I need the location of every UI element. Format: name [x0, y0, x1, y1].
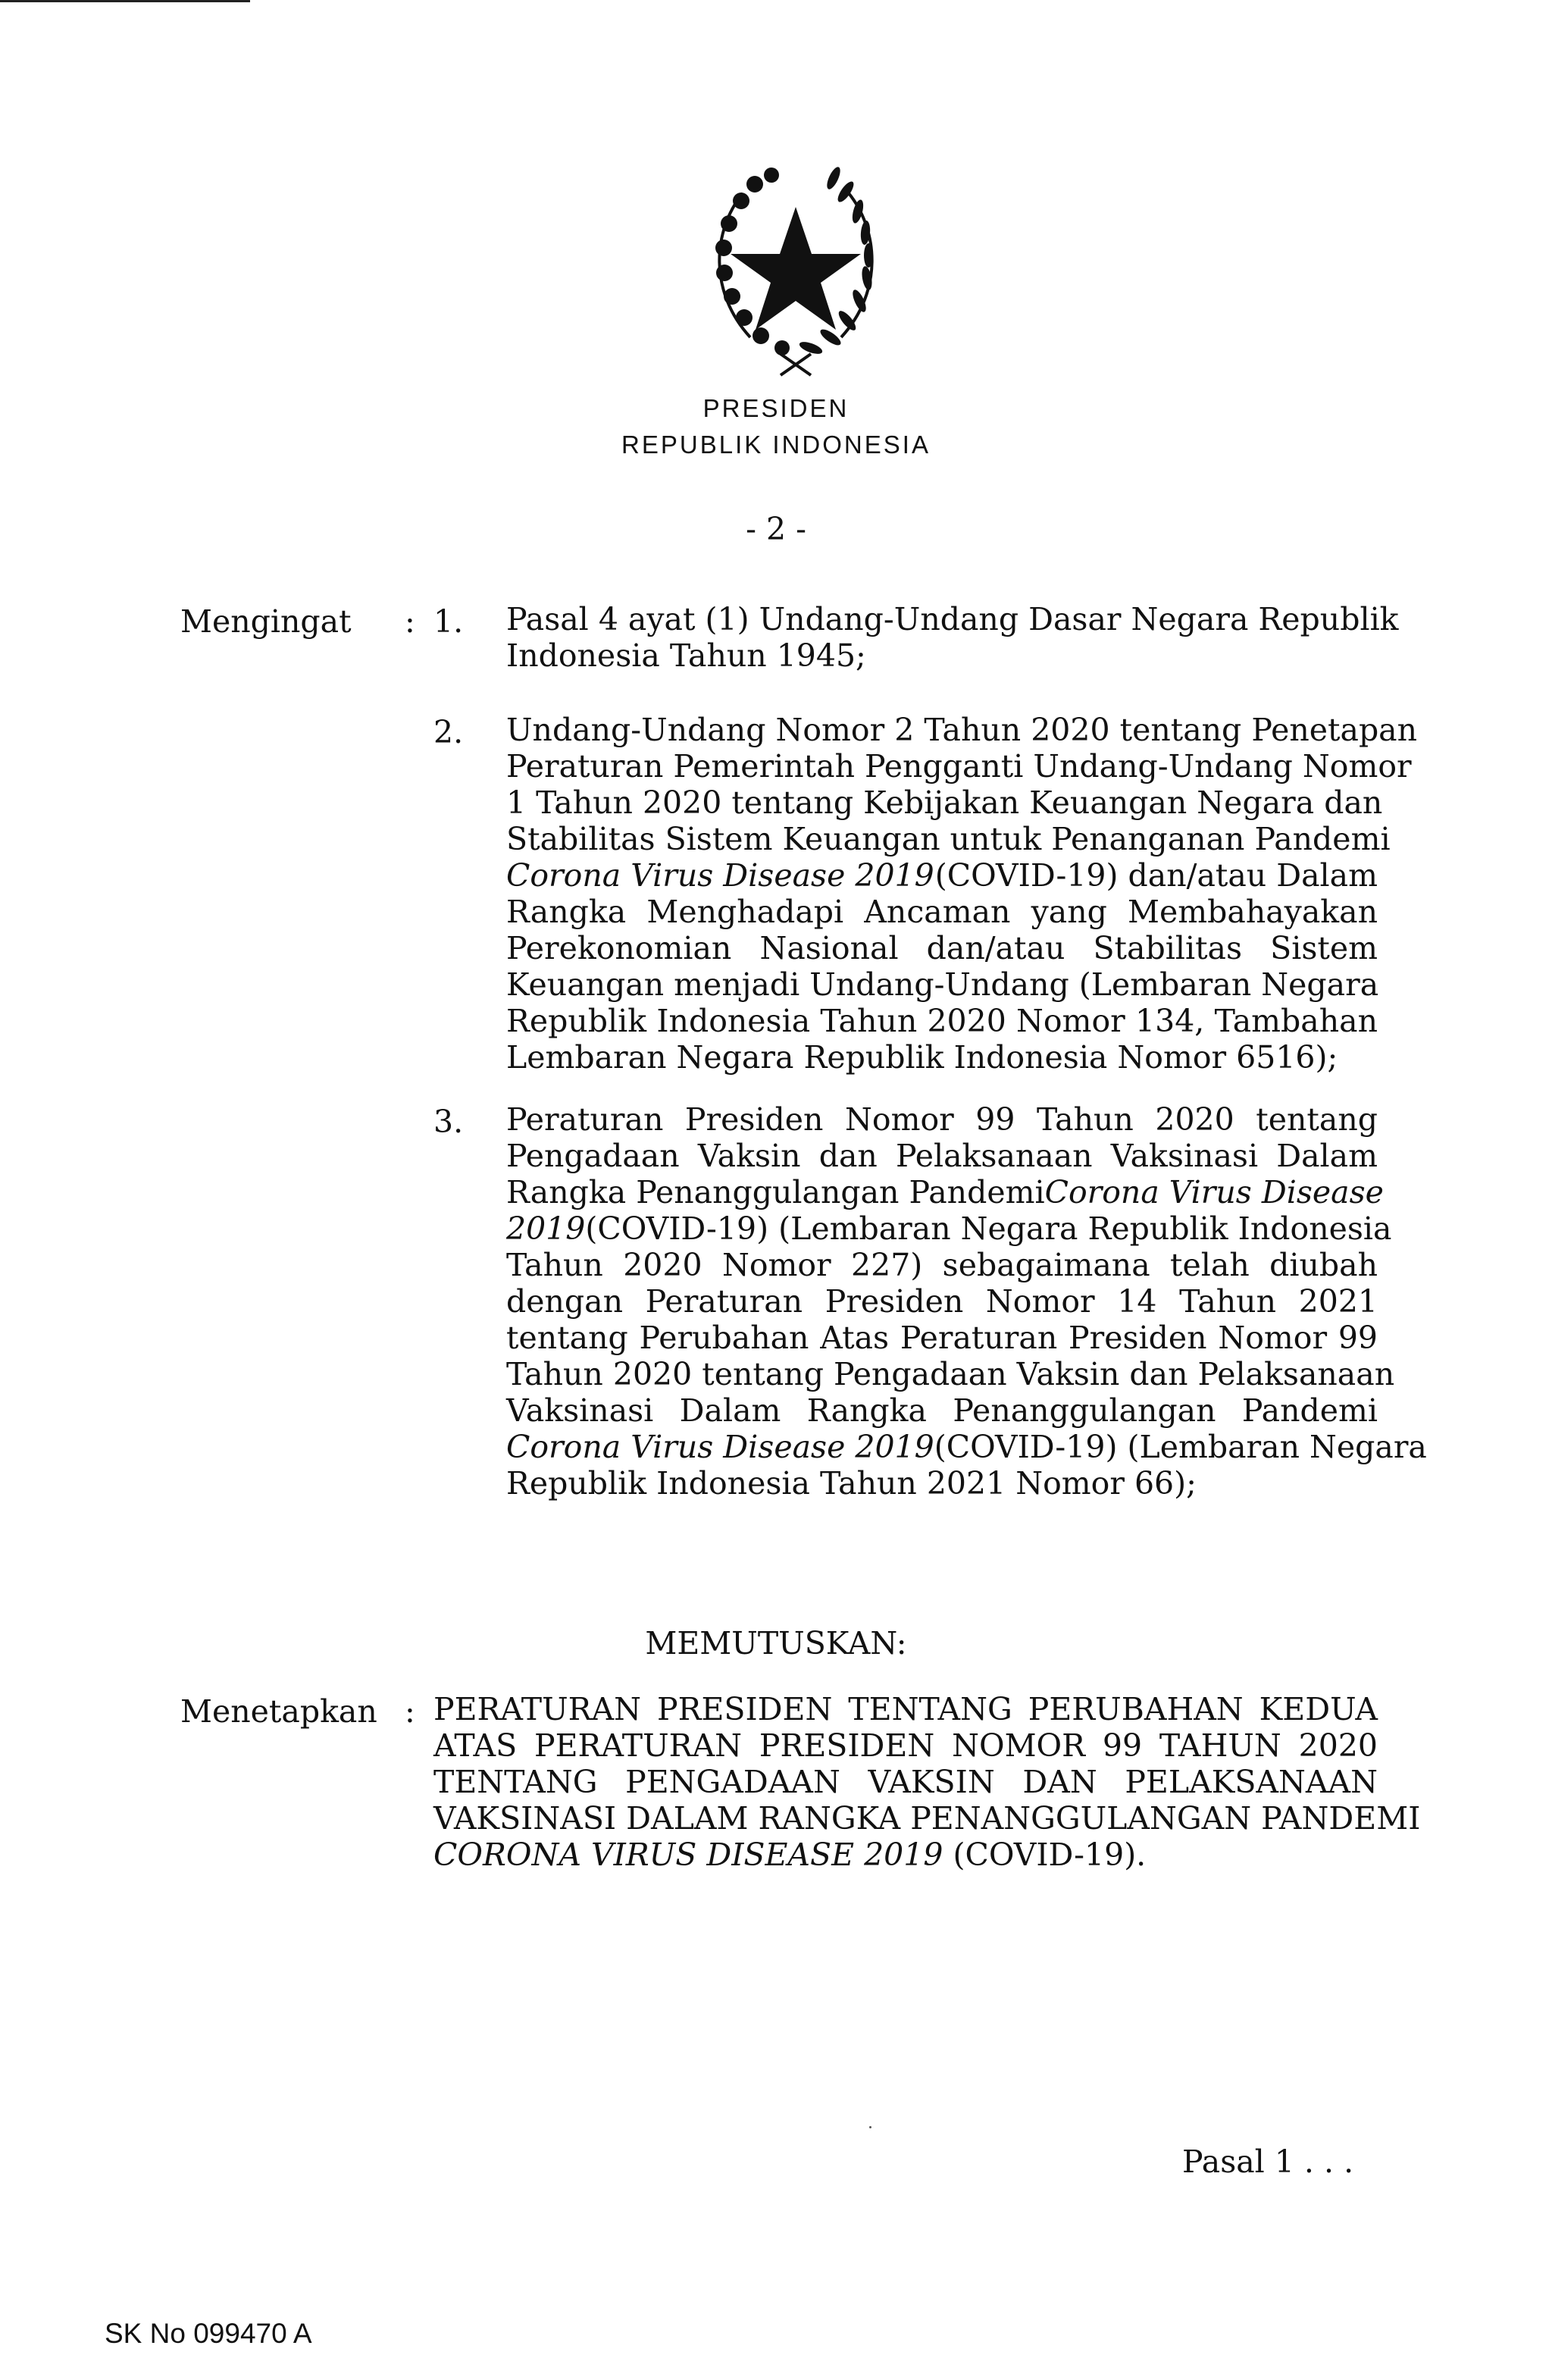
- text-line: PERATURAN PRESIDEN TENTANG PERUBAHAN KEDUA: [433, 1691, 1378, 1727]
- italic-phrase: Corona Virus Disease: [1044, 1174, 1384, 1210]
- item-number-2: 2.: [433, 714, 464, 750]
- memutuskan-heading: MEMUTUSKAN:: [645, 1625, 907, 1661]
- mengingat-item-1: [506, 601, 1399, 674]
- text-line: tentang Perubahan Atas Peraturan Presiden Nomor 99: [506, 1320, 1378, 1356]
- text-line: Rangka Menghadapi Ancaman yang Membahayakan: [506, 894, 1378, 930]
- text-line: Tahun 2020 Nomor 227) sebagaimana telah diubah: [506, 1247, 1378, 1283]
- text-fragment: (COVID-19).: [953, 1837, 1147, 1873]
- text-line: Peraturan Presiden Nomor 99 Tahun 2020 tentang: [506, 1101, 1378, 1138]
- text-line: Tahun 2020 tentang Pengadaan Vaksin dan Pelaksanaan: [506, 1356, 1395, 1392]
- text-line: TENTANG PENGADAAN VAKSIN DAN PELAKSANAAN: [433, 1764, 1378, 1800]
- text-line-mixed: [506, 1210, 1392, 1247]
- text-line-mixed: [506, 1174, 1384, 1210]
- text-line-mixed: [433, 1837, 1378, 1873]
- text-line: Pasal 4 ayat (1) Undang-Undang Dasar Negara Republik: [506, 601, 1399, 637]
- text-line: Vaksinasi Dalam Rangka Penanggulangan Pandemi: [506, 1392, 1378, 1429]
- text-line: Lembaran Negara Republik Indonesia Nomor 6516);: [506, 1039, 1338, 1076]
- text-line-mixed: [506, 857, 1378, 894]
- mengingat-colon: :: [405, 603, 415, 640]
- italic-phrase: Corona Virus Disease 2019: [506, 1429, 934, 1465]
- text-fragment: (COVID-19) dan/atau Dalam: [934, 857, 1378, 894]
- text-line: ATAS PERATURAN PRESIDEN NOMOR 99 TAHUN 2020: [433, 1727, 1378, 1764]
- document-code: SK No 099470 A: [105, 2318, 312, 2349]
- text-line: dengan Peraturan Presiden Nomor 14 Tahun 2021: [506, 1283, 1378, 1320]
- text-line-mixed: [506, 1429, 1427, 1465]
- item-number-1: 1.: [433, 603, 464, 640]
- menetapkan-colon: :: [405, 1693, 415, 1730]
- menetapkan-text: [433, 1691, 1421, 1873]
- item-number-3: 3.: [433, 1104, 464, 1140]
- text-line: Republik Indonesia Tahun 2020 Nomor 134, Tambahan: [506, 1003, 1378, 1039]
- next-page-catchword: Pasal 1 . . .: [1182, 2144, 1354, 2180]
- text-line: Republik Indonesia Tahun 2021 Nomor 66);: [506, 1465, 1197, 1502]
- italic-phrase: 2019: [506, 1210, 586, 1247]
- text-line: Stabilitas Sistem Keuangan untuk Penanganan Pandemi: [506, 821, 1391, 857]
- garuda-star-emblem-icon: [690, 148, 902, 383]
- mengingat-item-3: [506, 1101, 1427, 1502]
- text-fragment: (COVID-19) (Lembaran Negara Republik Indonesia: [585, 1210, 1392, 1247]
- header-republik-indonesia: REPUBLIK INDONESIA: [621, 431, 931, 459]
- mengingat-label: Mengingat: [180, 603, 352, 640]
- text-line: 1 Tahun 2020 tentang Kebijakan Keuangan Negara dan: [506, 784, 1383, 821]
- menetapkan-label: Menetapkan: [180, 1693, 377, 1730]
- text-line: Pengadaan Vaksin dan Pelaksanaan Vaksinasi Dalam: [506, 1138, 1378, 1174]
- page-number: - 2 -: [746, 511, 806, 547]
- text-fragment: Rangka Penanggulangan Pandemi: [506, 1174, 1045, 1210]
- text-line: Perekonomian Nasional dan/atau Stabilitas Sistem: [506, 930, 1378, 966]
- text-line: Undang-Undang Nomor 2 Tahun 2020 tentang Penetapan: [506, 712, 1418, 748]
- top-scan-line: [0, 0, 250, 2]
- scan-speck: [869, 2126, 871, 2128]
- italic-phrase: Corona Virus Disease 2019: [506, 857, 934, 894]
- text-line: Keuangan menjadi Undang-Undang (Lembaran Negara: [506, 966, 1379, 1003]
- header-presiden: PRESIDEN: [702, 394, 850, 422]
- mengingat-item-2: [506, 712, 1418, 1076]
- text-line: Peraturan Pemerintah Pengganti Undang-Undang Nomor: [506, 748, 1412, 784]
- text-line: VAKSINASI DALAM RANGKA PENANGGULANGAN PANDEMI: [433, 1800, 1421, 1837]
- text-fragment: (COVID-19) (Lembaran Negara: [934, 1429, 1427, 1465]
- text-line: Indonesia Tahun 1945;: [506, 637, 866, 674]
- italic-phrase: CORONA VIRUS DISEASE 2019: [433, 1837, 943, 1873]
